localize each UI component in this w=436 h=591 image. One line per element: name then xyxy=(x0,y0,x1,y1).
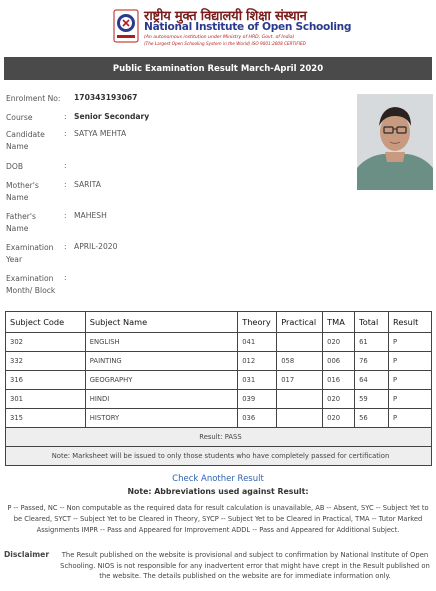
mother-colon: : xyxy=(64,180,67,189)
header-result: Result xyxy=(389,312,432,333)
candidate-photo-image xyxy=(357,94,433,190)
overall-result: Result: PASS xyxy=(6,428,432,447)
site-header xyxy=(0,0,436,56)
table-row xyxy=(6,409,432,428)
tma-marks: 006 xyxy=(323,352,355,371)
theory-marks: 039 xyxy=(238,390,277,409)
enrolment-label: Enrolment No: xyxy=(6,94,61,103)
exam-year-value: APRIL-2020 xyxy=(74,242,118,251)
total-marks: 76 xyxy=(355,352,389,371)
subject-name: HINDI xyxy=(85,390,237,409)
page-title-banner: Public Examination Result March-April 2020 xyxy=(4,57,432,80)
header-subtitle-ministry: (An autonomous institution under Ministry of HRD, Govt. of India) xyxy=(144,35,295,40)
subject-result: P xyxy=(389,333,432,352)
practical-marks xyxy=(277,390,323,409)
candidate-value: SATYA MEHTA xyxy=(74,129,127,138)
tma-marks: 020 xyxy=(323,409,355,428)
exam-year-colon: : xyxy=(64,242,67,251)
check-another-result-link[interactable]: Check Another Result xyxy=(172,474,264,484)
subject-code: 301 xyxy=(6,390,86,409)
father-colon: : xyxy=(64,211,67,220)
subject-name: GEOGRAPHY xyxy=(85,371,237,390)
father-label: Father's Name xyxy=(6,212,36,233)
father-value: MAHESH xyxy=(74,211,107,220)
marks-table xyxy=(5,311,432,466)
subject-result: P xyxy=(389,390,432,409)
candidate-photo xyxy=(357,94,433,190)
table-row xyxy=(6,333,432,352)
tma-marks: 020 xyxy=(323,333,355,352)
practical-marks: 017 xyxy=(277,371,323,390)
practical-marks: 058 xyxy=(277,352,323,371)
overall-result-row xyxy=(6,428,432,447)
course-label: Course xyxy=(6,113,33,122)
course-colon: : xyxy=(64,112,67,121)
theory-marks: 041 xyxy=(238,333,277,352)
practical-marks xyxy=(277,409,323,428)
tma-marks: 016 xyxy=(323,371,355,390)
english-title: National Institute of Open Schooling xyxy=(144,21,352,33)
subject-code: 302 xyxy=(6,333,86,352)
certification-note: Note: Marksheet will be issued to only those students who have completely passed for certification xyxy=(6,447,432,466)
abbreviations-text: P -- Passed, NC -- Non computable as the required data for result calculation is unavailable, AB -- Absent, SYC -- Subject Yet to be Cleared, SYCT -- Subject Yet to be Cleared in Theory, SYCP -- Subject Yet to be Cleared in Practical, TMA -- Tutor Marked Assignments IMPR -- Pass and Appeared for Improvement ADDL -- Pass and Appeared for Additional Subject. xyxy=(7,504,429,534)
exam-month-label: Examination Month/ Block xyxy=(6,274,56,295)
subject-name: PAINTING xyxy=(85,352,237,371)
exam-month-colon: : xyxy=(64,273,67,282)
subject-code: 316 xyxy=(6,371,86,390)
subject-name: ENGLISH xyxy=(85,333,237,352)
header-tma: TMA xyxy=(323,312,355,333)
subject-result: P xyxy=(389,409,432,428)
theory-marks: 031 xyxy=(238,371,277,390)
abbreviations-title: Note: Abbreviations used against Result: xyxy=(127,487,309,496)
hindi-title: राष्ट्रीय मुक्त विद्यालयी शिक्षा संस्थान xyxy=(144,9,307,24)
subject-result: P xyxy=(389,371,432,390)
marks-table-header xyxy=(6,312,432,333)
nios-logo[interactable] xyxy=(113,4,352,50)
table-row xyxy=(6,352,432,371)
subject-code: 332 xyxy=(6,352,86,371)
nios-emblem-icon xyxy=(113,9,139,43)
header-total: Total xyxy=(355,312,389,333)
total-marks: 59 xyxy=(355,390,389,409)
table-row xyxy=(6,371,432,390)
dob-label: DOB xyxy=(6,162,24,171)
mother-label: Mother's Name xyxy=(6,181,39,202)
header-theory: Theory xyxy=(238,312,277,333)
theory-marks: 036 xyxy=(238,409,277,428)
candidate-colon: : xyxy=(64,129,67,138)
certification-note-row xyxy=(6,447,432,466)
practical-marks xyxy=(277,333,323,352)
candidate-label: Candidate Name xyxy=(6,130,45,151)
header-subject-code: Subject Code xyxy=(6,312,86,333)
theory-marks: 012 xyxy=(238,352,277,371)
total-marks: 64 xyxy=(355,371,389,390)
table-row xyxy=(6,390,432,409)
enrolment-value: 170343193067 xyxy=(74,93,138,102)
subject-name: HISTORY xyxy=(85,409,237,428)
header-subject-name: Subject Name xyxy=(85,312,237,333)
tma-marks: 020 xyxy=(323,390,355,409)
header-subtitle-iso: (The Largest Open Schooling System in the World) ISO 9001:2008 CERTIFIED xyxy=(144,41,306,46)
exam-year-label: Examination Year xyxy=(6,243,54,264)
disclaimer-text: The Result published on the website is provisional and subject to confirmation by National Institute of Open Schooling. NIOS is not responsible for any inadvertent error that might have crept in the Result published on the website. The details published on the website are for immediate information only. xyxy=(60,551,430,581)
header-practical: Practical xyxy=(277,312,323,333)
dob-colon: : xyxy=(64,161,67,170)
disclaimer-label: Disclaimer xyxy=(4,550,50,559)
subject-code: 315 xyxy=(6,409,86,428)
total-marks: 61 xyxy=(355,333,389,352)
mother-value: SARITA xyxy=(74,180,101,189)
subject-result: P xyxy=(389,352,432,371)
course-value: Senior Secondary xyxy=(74,112,150,121)
total-marks: 56 xyxy=(355,409,389,428)
